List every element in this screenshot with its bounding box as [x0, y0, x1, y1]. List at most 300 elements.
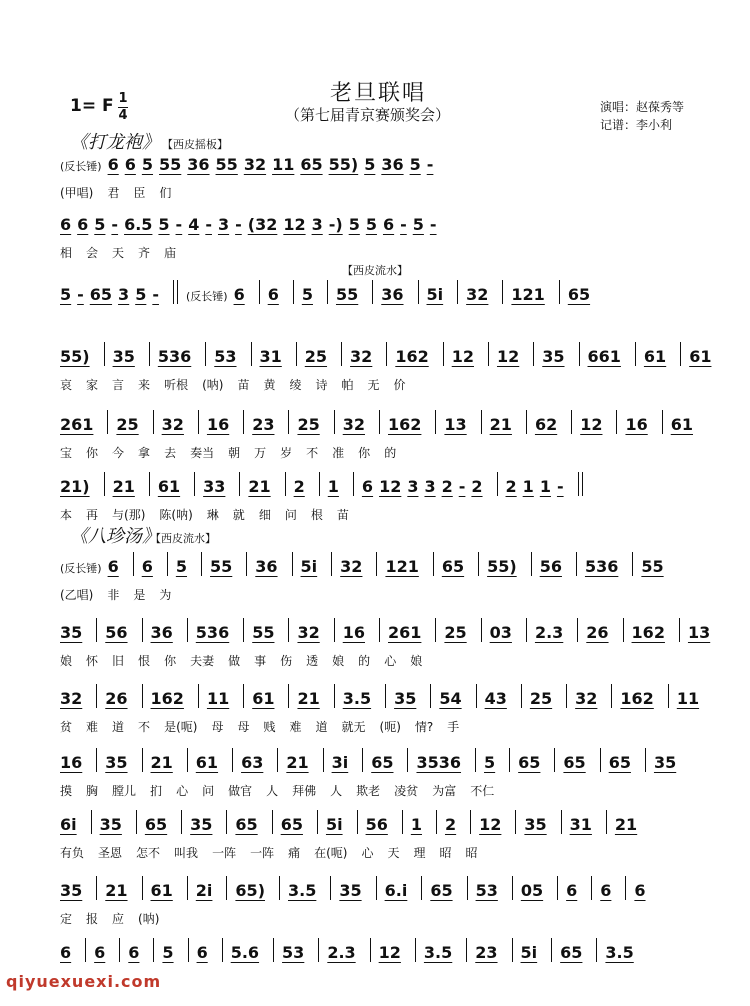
note: 35	[105, 753, 128, 772]
note: 65	[441, 557, 465, 576]
note: 55)	[60, 347, 90, 366]
note: 21	[105, 881, 128, 900]
note: 65	[235, 815, 258, 834]
note: -	[458, 477, 466, 496]
note: 65)	[235, 881, 265, 900]
score-row	[60, 938, 640, 962]
lyric: 本	[60, 508, 73, 522]
bar-line	[104, 472, 105, 496]
lyric: 苗	[237, 378, 250, 392]
lyric: 娘	[410, 654, 423, 668]
note: 1	[327, 477, 339, 496]
bar-line	[475, 748, 476, 772]
note: 61	[150, 881, 173, 900]
note: 6	[128, 943, 140, 962]
lyric: 怎不	[136, 846, 161, 860]
bar-line	[379, 618, 380, 642]
note: 261	[388, 623, 422, 642]
note: 12	[379, 477, 402, 496]
bar-line	[502, 280, 503, 304]
lyric: 的	[384, 446, 397, 460]
lyric: 扪	[150, 784, 163, 798]
section-tag-2: 【西皮流水】	[150, 532, 216, 545]
bar-line	[317, 810, 318, 834]
lyric: 再	[86, 508, 99, 522]
note: 33	[203, 477, 226, 496]
lyric: 就	[232, 508, 245, 522]
bar-line	[205, 342, 206, 366]
note: 5i	[520, 943, 538, 962]
lyric: 旧	[112, 654, 125, 668]
page-title: 老旦联唱	[330, 81, 427, 106]
note: 6	[382, 215, 395, 234]
bar-line	[288, 618, 289, 642]
bar-line	[596, 938, 597, 962]
lyric: 家	[86, 378, 99, 392]
note: -	[152, 285, 159, 304]
bar-line	[407, 748, 408, 772]
singer-credit: 演唱：赵葆秀等	[600, 100, 685, 114]
bar-line	[319, 472, 320, 496]
note: 6	[361, 477, 374, 496]
note: (反长锤)	[60, 160, 102, 173]
bar-line	[136, 810, 137, 834]
lyric: 膛儿	[112, 784, 137, 798]
lyric: 心	[384, 654, 397, 668]
note: 162	[150, 689, 184, 708]
bar-line	[273, 938, 274, 962]
lyric: 天	[387, 846, 400, 860]
lyric: 万	[254, 446, 267, 460]
lyric: 一阵	[250, 846, 275, 860]
lyric: 非	[107, 588, 120, 602]
note: 5	[158, 215, 170, 234]
lyric: 昭	[465, 846, 478, 860]
lyric-row	[60, 782, 508, 799]
note: 61	[643, 347, 667, 366]
lyric-row	[60, 910, 173, 927]
bar-line	[149, 342, 150, 366]
lyric: 心	[361, 846, 374, 860]
bar-line	[330, 876, 331, 900]
note: 5	[409, 155, 421, 174]
note: 121	[385, 557, 419, 576]
note: 32	[342, 415, 365, 434]
note: 65	[567, 285, 591, 304]
bar-line	[680, 342, 681, 366]
note: 16	[625, 415, 648, 434]
bar-line	[243, 684, 244, 708]
section-title-1: 《打龙袍》	[70, 132, 160, 153]
bar-line	[635, 342, 636, 366]
note: -	[556, 477, 564, 496]
note: 6	[60, 943, 72, 962]
note: 12	[283, 215, 306, 234]
lyric: 苗	[336, 508, 349, 522]
lyric: 凌贫	[394, 784, 419, 798]
note: 32	[161, 415, 184, 434]
bar-line	[557, 876, 558, 900]
bar-line	[577, 618, 578, 642]
lyric: 娘	[60, 654, 73, 668]
lyric: 母	[211, 720, 224, 734]
lyric: (呃)	[379, 720, 401, 734]
lyric-row	[60, 586, 185, 603]
note: 162	[388, 415, 422, 434]
lyric-row	[60, 718, 473, 735]
note: 21	[297, 689, 320, 708]
lyric: 不仁	[470, 784, 495, 798]
lyric: 报	[86, 912, 99, 926]
bar-line	[443, 342, 444, 366]
note: 2	[505, 477, 517, 496]
lyric: 臣	[133, 186, 146, 200]
note: 5	[175, 557, 188, 576]
note: 11	[272, 155, 295, 174]
note: 1	[522, 477, 534, 496]
bar-line	[421, 876, 422, 900]
note: 5	[301, 285, 313, 304]
lyric: 伤	[280, 654, 293, 668]
lyric: 岁	[280, 446, 293, 460]
lyric: 人	[330, 784, 343, 798]
lyric: 娘	[332, 654, 345, 668]
note: 56	[539, 557, 562, 576]
note: -	[429, 215, 437, 234]
bar-line	[251, 342, 252, 366]
note: 56	[105, 623, 128, 642]
note: 61	[195, 753, 219, 772]
note: 05	[520, 881, 544, 900]
meter-bottom: 4	[118, 108, 128, 123]
note: 61	[157, 477, 181, 496]
lyric: 会	[86, 246, 99, 260]
note: 65	[89, 285, 113, 304]
note: 25	[297, 415, 320, 434]
bar-line	[430, 684, 431, 708]
note: 3	[118, 285, 130, 304]
lyric: 言	[112, 378, 125, 392]
note: 12	[451, 347, 474, 366]
lyric: 叫我	[174, 846, 199, 860]
bar-line	[512, 876, 513, 900]
note: 65	[560, 943, 583, 962]
note: 5i	[426, 285, 444, 304]
lyric: 欺老	[356, 784, 381, 798]
note: 21	[286, 753, 309, 772]
note: 21	[614, 815, 638, 834]
bar-line	[201, 552, 202, 576]
lyric: 痛	[288, 846, 301, 860]
lyric: 陈(呐)	[159, 508, 193, 522]
time-signature	[118, 92, 128, 123]
bar-line	[142, 748, 143, 772]
bar-line	[376, 552, 377, 576]
score-row	[60, 150, 439, 174]
note: 55	[252, 623, 275, 642]
lyric-row	[60, 184, 185, 201]
score-row	[60, 472, 591, 496]
bar-line	[334, 684, 335, 708]
bar-line	[600, 748, 601, 772]
bar-line	[662, 410, 663, 434]
note: -)	[328, 215, 343, 234]
note: 13	[444, 415, 467, 434]
note: 2	[471, 477, 483, 496]
bar-line	[415, 938, 416, 962]
bar-line	[526, 618, 527, 642]
bar-line	[142, 684, 143, 708]
bar-line	[341, 342, 342, 366]
lyric: 今	[112, 446, 125, 460]
bar-line	[551, 938, 552, 962]
bar-line	[277, 748, 278, 772]
note: 35	[542, 347, 565, 366]
bar-line	[526, 410, 527, 434]
lyric: 庙	[164, 246, 177, 260]
lyric: 摸	[60, 784, 73, 798]
note: 35	[112, 347, 135, 366]
note: 12	[378, 943, 401, 962]
note: 6.i	[384, 881, 408, 900]
lyric: 贫	[60, 720, 73, 734]
bar-line	[566, 684, 567, 708]
bar-line	[362, 748, 363, 772]
note: 6	[267, 285, 279, 304]
bar-line	[104, 342, 105, 366]
note: 3	[407, 477, 419, 496]
lyric: 绫	[289, 378, 302, 392]
note: 5	[484, 753, 496, 772]
key-signature: 1= F	[70, 96, 114, 116]
note: 5	[365, 215, 377, 234]
meter-top: 1	[118, 91, 128, 106]
note: 661	[587, 347, 621, 366]
lyric: 恨	[138, 654, 151, 668]
note: 32	[466, 285, 489, 304]
lyric: 应	[112, 912, 125, 926]
note: 3536	[416, 753, 462, 772]
bar-line	[418, 280, 419, 304]
bar-line	[293, 280, 294, 304]
note: 5	[60, 285, 72, 304]
lyric: 你	[164, 654, 177, 668]
lyric: 难	[86, 720, 99, 734]
page-subtitle: （第七届青京赛颁奖会）	[285, 106, 451, 124]
bar-line	[187, 876, 188, 900]
lyric: 的	[358, 654, 371, 668]
note: 55	[641, 557, 664, 576]
lyric: 们	[159, 186, 172, 200]
note: 536	[584, 557, 619, 576]
note: 6	[196, 943, 208, 962]
note: 61	[252, 689, 275, 708]
note: 3	[217, 215, 230, 234]
lyric: 理	[413, 846, 426, 860]
tag-liushui: 【西皮流水】	[342, 264, 408, 277]
lyric-row	[60, 376, 420, 393]
note: 65	[300, 155, 323, 174]
bar-line	[279, 876, 280, 900]
bar-line	[531, 552, 532, 576]
note: 35	[60, 881, 83, 900]
bar-line	[119, 938, 120, 962]
lyric: 做	[228, 654, 241, 668]
note: -	[205, 215, 212, 234]
lyric: 拜佛	[292, 784, 317, 798]
lyric: 为富	[432, 784, 457, 798]
bar-line	[512, 938, 513, 962]
note: 61	[670, 415, 693, 434]
bar-line	[559, 280, 560, 304]
note: 12	[580, 415, 603, 434]
bar-line	[679, 618, 680, 642]
bar-line	[386, 342, 387, 366]
lyric: 道	[112, 720, 125, 734]
score-row	[60, 748, 682, 772]
note: 25	[304, 347, 328, 366]
bar-line	[327, 280, 328, 304]
lyric: 怀	[86, 654, 99, 668]
note: 32	[297, 623, 320, 642]
note: 6i	[60, 815, 77, 834]
note: 6	[124, 155, 136, 174]
bar-line	[488, 342, 489, 366]
bar-line	[226, 876, 227, 900]
note: 2i	[195, 881, 213, 900]
note: 5	[94, 215, 106, 234]
score-row	[60, 210, 443, 234]
bar-line	[645, 748, 646, 772]
lyric: 无	[367, 378, 380, 392]
lyric: 不	[306, 446, 319, 460]
note: 5	[162, 943, 174, 962]
lyric: 天	[112, 246, 125, 260]
lyric: 君	[107, 186, 120, 200]
lyric: 帕	[341, 378, 354, 392]
note: 261	[60, 415, 94, 434]
note: -	[111, 215, 119, 234]
note: 35	[653, 753, 677, 772]
note: 65	[518, 753, 541, 772]
note: 32	[350, 347, 373, 366]
bar-line	[239, 472, 240, 496]
bar-line	[334, 410, 335, 434]
note: 16	[342, 623, 365, 642]
note: 16	[60, 753, 83, 772]
bar-line	[497, 472, 498, 496]
lyric: 问	[284, 508, 297, 522]
bar-line	[591, 876, 592, 900]
section-title-2: 《八珍汤》	[70, 526, 160, 547]
note: 55	[335, 285, 359, 304]
note: 6	[94, 943, 106, 962]
bar-line	[288, 410, 289, 434]
lyric: 黄	[263, 378, 276, 392]
bar-line	[576, 552, 577, 576]
note: 3.5	[342, 689, 372, 708]
bar-line	[353, 472, 354, 496]
note: 16	[206, 415, 230, 434]
bar-line	[259, 280, 260, 304]
bar-line	[243, 410, 244, 434]
bar-line	[623, 618, 624, 642]
note: 1	[410, 815, 422, 834]
note: 536	[195, 623, 230, 642]
note: 35	[524, 815, 547, 834]
score-row	[60, 618, 716, 642]
note: 5	[135, 285, 147, 304]
note: -	[400, 215, 407, 234]
bar-line	[187, 748, 188, 772]
note: 26	[586, 623, 609, 642]
lyric: 难	[289, 720, 302, 734]
note: 6	[566, 881, 578, 900]
note: 56	[365, 815, 388, 834]
bar-line	[466, 938, 467, 962]
note: 65	[430, 881, 453, 900]
note: 23	[252, 415, 275, 434]
note: 36	[381, 155, 404, 174]
watermark: qiyuexuexi.com	[6, 972, 162, 991]
bar-line	[133, 552, 134, 576]
lyric: 朝	[228, 446, 241, 460]
bar-line	[476, 684, 477, 708]
note: -	[175, 215, 183, 234]
lyric: 宝	[60, 446, 73, 460]
bar-line	[668, 684, 669, 708]
note: 3.5	[605, 943, 634, 962]
note: 55	[215, 155, 238, 174]
bar-line	[149, 472, 150, 496]
bar-line	[296, 342, 297, 366]
bar-line	[561, 810, 562, 834]
note: 25	[116, 415, 139, 434]
note: 63	[241, 753, 264, 772]
note: 53	[475, 881, 498, 900]
bar-line	[318, 938, 319, 962]
note: 2	[444, 815, 457, 834]
note: 55	[159, 155, 182, 174]
lyric: 人	[266, 784, 279, 798]
lyric: 就无	[341, 720, 366, 734]
lyric: 情?	[414, 720, 434, 734]
lyric: 昭	[439, 846, 452, 860]
bar-line	[226, 810, 227, 834]
note: 36	[255, 557, 278, 576]
note: 65	[563, 753, 586, 772]
lyric: 在(呃)	[314, 846, 348, 860]
bar-line	[616, 410, 617, 434]
note: 61	[689, 347, 712, 366]
bar-line	[435, 410, 436, 434]
lyric: 是	[133, 588, 146, 602]
note: 6	[634, 881, 646, 900]
bar-line	[385, 684, 386, 708]
note: 35	[190, 815, 213, 834]
note: 3i	[331, 753, 349, 772]
bar-line	[372, 280, 373, 304]
lyric: 相	[60, 246, 73, 260]
note: 5	[348, 215, 360, 234]
lyric: 奏当	[190, 446, 215, 460]
note: 23	[475, 943, 498, 962]
bar-line	[402, 810, 403, 834]
lyric: 母	[237, 720, 250, 734]
lyric: 夫妻	[190, 654, 215, 668]
lyric: 透	[306, 654, 319, 668]
lyric: (乙唱)	[60, 588, 94, 602]
